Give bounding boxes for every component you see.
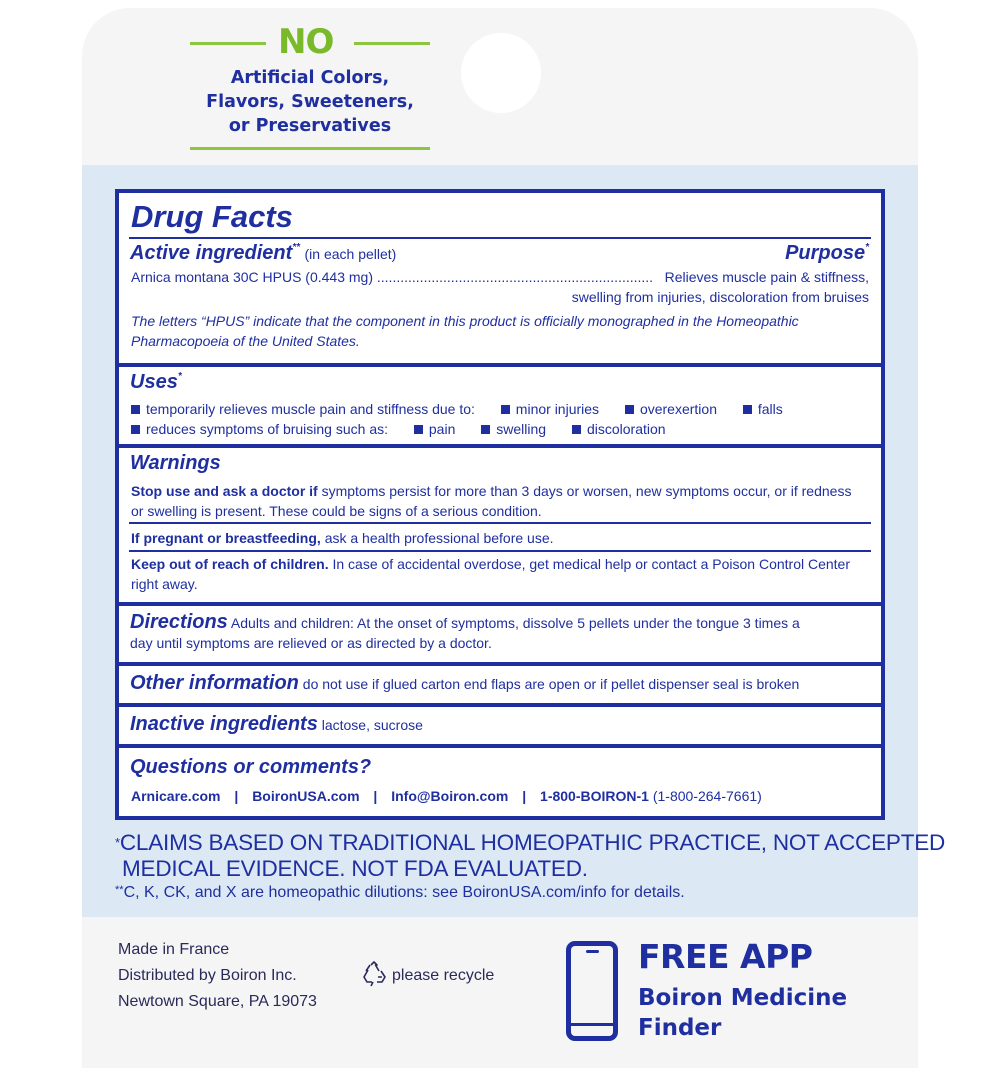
use-item: swelling bbox=[496, 421, 547, 437]
stop-use-line-2: or swelling is present. These could be signs of a serious condition. bbox=[131, 503, 542, 519]
use-item: reduces symptoms of bruising such as: bbox=[146, 421, 388, 437]
drug-facts-title: Drug Facts bbox=[131, 199, 293, 234]
badge-text bbox=[190, 66, 430, 138]
use-item: pain bbox=[428, 421, 456, 437]
purpose-line-2: swelling from injuries, discoloration from bruises bbox=[571, 289, 869, 305]
claims-disclaimer bbox=[115, 830, 946, 882]
hpus-note-line-1: The letters “HPUS” indicate that the component in this product is officially monographed in the Homeopathic bbox=[131, 313, 799, 329]
asterisk: * bbox=[865, 242, 869, 253]
stop-use-line-1: symptoms persist for more than 3 days or worsen, new symptoms occur, or if redness bbox=[317, 483, 852, 499]
questions-section bbox=[119, 748, 881, 816]
purpose-heading: Purpose bbox=[785, 242, 866, 264]
link-boironusa[interactable]: BoironUSA.com bbox=[252, 788, 360, 804]
children-bold: Keep out of reach of children. bbox=[131, 556, 329, 572]
phone-number-digits: (1-800-264-7661) bbox=[652, 788, 762, 804]
bullet-icon bbox=[743, 405, 752, 414]
use-item: temporarily relieves muscle pain and stiffness due to: bbox=[146, 401, 475, 417]
badge-line-2: Flavors, Sweeteners, bbox=[206, 92, 414, 112]
badge-line-bottom bbox=[190, 147, 430, 150]
pregnant-text bbox=[131, 528, 554, 548]
distributed-by: Distributed by Boiron Inc. bbox=[118, 967, 297, 984]
double-asterisk: ** bbox=[115, 884, 124, 896]
bullet-icon bbox=[501, 405, 510, 414]
link-email[interactable]: Info@Boiron.com bbox=[391, 788, 509, 804]
use-item: discoloration bbox=[586, 421, 666, 437]
uses-row-2 bbox=[131, 419, 666, 439]
hpus-note-line-2: Pharmacopoeia of the United States. bbox=[131, 333, 360, 349]
children-text bbox=[131, 554, 850, 594]
directions-section bbox=[119, 606, 881, 662]
children-line-1: In case of accidental overdose, get medical help or contact a Poison Control Center bbox=[328, 556, 850, 572]
badge-line-left bbox=[190, 42, 266, 45]
app-subtitle bbox=[638, 983, 847, 1043]
hpus-note bbox=[131, 311, 799, 351]
drug-facts-panel bbox=[115, 189, 885, 820]
separator: | bbox=[234, 788, 239, 804]
dilutions-note bbox=[115, 884, 685, 902]
children-line-2: right away. bbox=[131, 576, 198, 592]
badge-line-3: or Preservatives bbox=[228, 116, 392, 136]
questions-heading: Questions or comments? bbox=[130, 756, 372, 778]
inactive-text bbox=[130, 714, 423, 735]
badge-no: NO bbox=[278, 22, 334, 62]
other-info-text bbox=[130, 673, 799, 694]
asterisk: * bbox=[115, 835, 120, 850]
inactive-heading: Inactive ingredients bbox=[130, 713, 318, 735]
drug-facts-header-section bbox=[119, 193, 881, 363]
dilutions-text: C, K, CK, and X are homeopathic dilutions: see BoironUSA.com/info for details. bbox=[123, 884, 685, 901]
app-title: FREE APP bbox=[638, 937, 813, 976]
uses-heading-row bbox=[130, 371, 182, 394]
active-ingredient-heading: Active ingredient bbox=[130, 242, 293, 264]
bullet-icon bbox=[572, 425, 581, 434]
asterisk: * bbox=[177, 371, 182, 382]
recycle-note bbox=[360, 960, 494, 988]
active-ingredient-note: (in each pellet) bbox=[304, 246, 397, 262]
use-item: falls bbox=[757, 401, 783, 417]
claims-line-2: MEDICAL EVIDENCE. NOT FDA EVALUATED. bbox=[122, 856, 588, 881]
other-info-line: do not use if glued carton end flaps are open or if pellet dispenser seal is broken bbox=[298, 676, 800, 692]
made-in: Made in France bbox=[118, 941, 230, 958]
other-info-heading: Other information bbox=[130, 672, 299, 694]
phone-number[interactable]: 1-800-BOIRON-1 bbox=[540, 788, 649, 804]
use-item: minor injuries bbox=[515, 401, 600, 417]
inactive-section bbox=[119, 707, 881, 744]
purpose-text bbox=[572, 267, 869, 307]
contact-line bbox=[131, 786, 762, 806]
phone-icon bbox=[566, 941, 618, 1041]
manufacturer-info bbox=[118, 937, 317, 1015]
directions-text bbox=[130, 612, 800, 653]
divider bbox=[129, 237, 871, 239]
stop-use-text bbox=[131, 481, 851, 521]
app-subtitle-line-2: Finder bbox=[638, 1015, 722, 1041]
bullet-icon bbox=[414, 425, 423, 434]
uses-row-1 bbox=[131, 399, 783, 419]
active-ingredient-row bbox=[130, 242, 396, 265]
pregnant-line: ask a health professional before use. bbox=[320, 530, 554, 546]
claims-line-1: CLAIMS BASED ON TRADITIONAL HOMEOPATHIC PRACTICE, NOT ACCEPTED bbox=[119, 830, 946, 855]
ingredient-name: Arnica montana 30C HPUS (0.443 mg) bbox=[131, 269, 373, 285]
warnings-heading: Warnings bbox=[130, 452, 221, 474]
directions-line-2: day until symptoms are relieved or as directed by a doctor. bbox=[130, 635, 492, 651]
purpose-line-1: Relieves muscle pain & stiffness, bbox=[664, 269, 869, 285]
bullet-icon bbox=[625, 405, 634, 414]
recycle-icon bbox=[360, 960, 388, 988]
other-info-section bbox=[119, 666, 881, 703]
warnings-section bbox=[119, 448, 881, 602]
hang-hole bbox=[461, 33, 541, 113]
pregnant-bold: If pregnant or breastfeeding, bbox=[131, 530, 321, 546]
leader-dots: ....................................................................... bbox=[376, 269, 654, 285]
purpose-heading-row bbox=[785, 242, 869, 265]
divider bbox=[129, 522, 871, 524]
recycle-text: please recycle bbox=[392, 967, 495, 984]
uses-section bbox=[119, 367, 881, 444]
separator: | bbox=[522, 788, 527, 804]
app-subtitle-line-1: Boiron Medicine bbox=[638, 985, 848, 1011]
badge-line-1: Artificial Colors, bbox=[230, 68, 390, 88]
inactive-line: lactose, sucrose bbox=[317, 717, 423, 733]
uses-heading: Uses bbox=[130, 371, 178, 393]
use-item: overexertion bbox=[639, 401, 717, 417]
separator: | bbox=[373, 788, 378, 804]
stop-use-bold: Stop use and ask a doctor if bbox=[131, 483, 318, 499]
badge-line-right bbox=[354, 42, 430, 45]
bullet-icon bbox=[131, 405, 140, 414]
directions-heading: Directions bbox=[130, 611, 228, 633]
bullet-icon bbox=[131, 425, 140, 434]
double-asterisk: ** bbox=[292, 242, 301, 253]
address: Newtown Square, PA 19073 bbox=[118, 993, 317, 1010]
divider bbox=[129, 550, 871, 552]
bullet-icon bbox=[481, 425, 490, 434]
directions-line-1: Adults and children: At the onset of symptoms, dissolve 5 pellets under the tongue 3 times a bbox=[227, 615, 800, 631]
link-arnicare[interactable]: Arnicare.com bbox=[131, 788, 221, 804]
